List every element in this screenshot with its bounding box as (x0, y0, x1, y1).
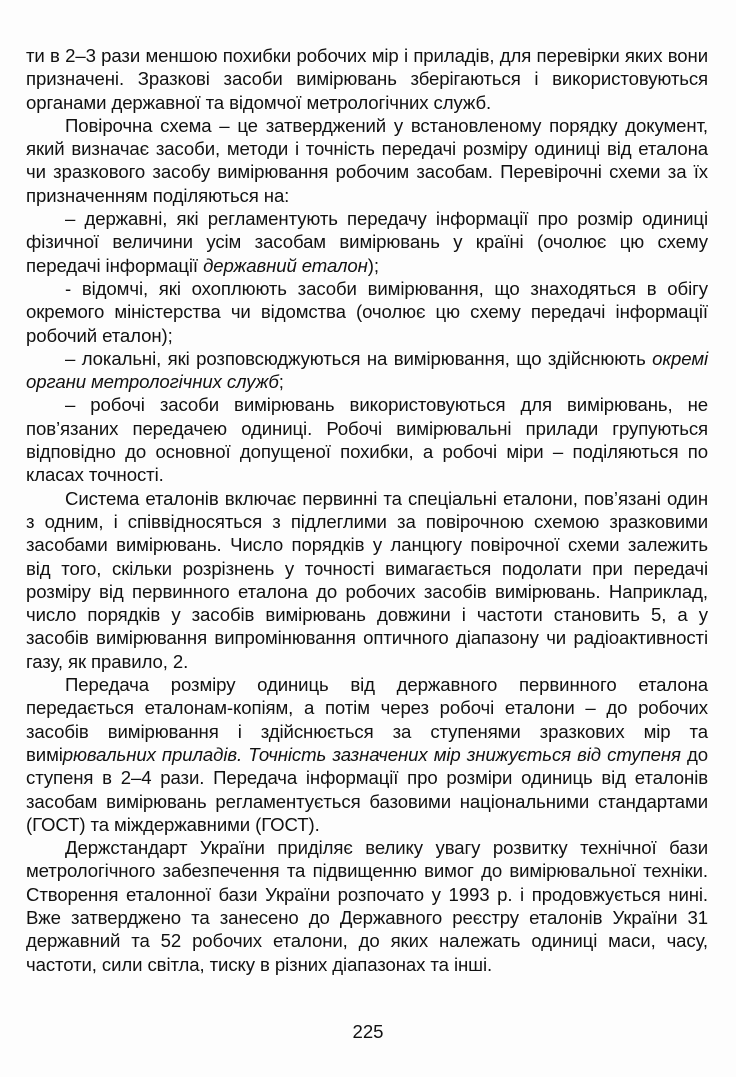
italic-text-span: рювальних приладів. Точність зазначених мір знижується від ступеня (62, 743, 681, 765)
paragraph (26, 114, 708, 207)
paragraph (26, 673, 708, 836)
paragraph (26, 207, 708, 277)
text-span: ти в 2–3 рази меншою похибки робочих мір і приладів, для перевірки яких вони призначені. Зразкові засоби вимірювань зберігаються і використовуються органами державної та відомчої метрологічних служб. (26, 45, 708, 113)
text-span: Система еталонів включає первинні та спеціальні еталони, пов’язані один з одним, і співвідносяться з підлеглими за повірочною схемою зразковими засобами вимірювань. Число порядків у ланцюгу повірочної схеми залежить від того, скільки розрізнень у точності вимагається подолати при передачі розміру від первинного еталона до робочих засобів вимірювань. Наприклад, число порядків у засобів вимірювань довжини і частоти становить 5, а у засобів вимірювання випромінювання оптичного діапазону чи радіоактивності газу, як правило, 2. (26, 487, 708, 672)
text-span: ); (367, 254, 379, 276)
text-span: - відомчі, які охоплюють засоби вимірювання, що знаходяться в обігу окремого міністерства чи відомства (очолює цю схему передачі інформації робочий еталон); (26, 277, 708, 346)
text-span: Передача розміру одиниць від державного первинного еталона передається еталонам-копіям, а потім через робочі еталони – до робочих засобів вимірювання і здійснюється за ступенями зразкових мір та вимі (26, 674, 708, 765)
paragraph (26, 836, 708, 976)
text-span: ; (278, 371, 284, 393)
text-span: Держстандарт України приділяє велику увагу розвитку технічної бази метрологічного забезпечення та підвищенню вимог до вимірювальної техніки. Створення еталонної бази України розпочато у 1993 р. і продовжується нині. Вже затверджено та занесено до Державного реєстру еталонів України 31 державний та 52 робочих еталони, до яких належать одиниці маси, часу, частоти, сили світла, тиску в різних діапазонах та інші. (26, 837, 708, 975)
page-number: 225 (352, 1021, 384, 1042)
text-span: – робочі засоби вимірювань використовуються для вимірювань, не пов’язаних передачею одиниці. Робочі вимірювальні прилади групуються відповідно до основної допущеної похибки, а робочі міри – поділяються по класах точності. (26, 394, 708, 486)
text-span: – державні, які регламентують передачу інформації про розмір одиниці фізичної величини усім засобам вимірювань у країні (очолює цю схему передачі інформації (26, 208, 708, 276)
paragraph (26, 487, 708, 673)
text-span: до ступеня в 2–4 рази. Передача інформації про розміри одиниць від еталонів засобам вимірювань регламентується базовими національними стандартами (ГОСТ) та міждержавними (ГОСТ). (26, 743, 708, 835)
italic-text-span: державний еталон (203, 254, 368, 276)
italic-text-span: окремі органи метрологічних служб (26, 347, 708, 393)
text-span: – локальні, які розповсюджуються на вимірювання, що здійснюють (65, 347, 653, 369)
paragraph (26, 277, 708, 347)
text-span: Повірочна схема – це затверджений у встановленому порядку документ, який визначає засоби, методи і точність передачі розміру одиниці від еталона чи зразкового засобу вимірювання робочим засобам. Перевірочні схеми за їх призначенням поділяються на: (26, 114, 708, 206)
body-text (26, 44, 708, 976)
paragraph (26, 44, 708, 114)
paragraph (26, 393, 708, 486)
paragraph (26, 347, 708, 394)
